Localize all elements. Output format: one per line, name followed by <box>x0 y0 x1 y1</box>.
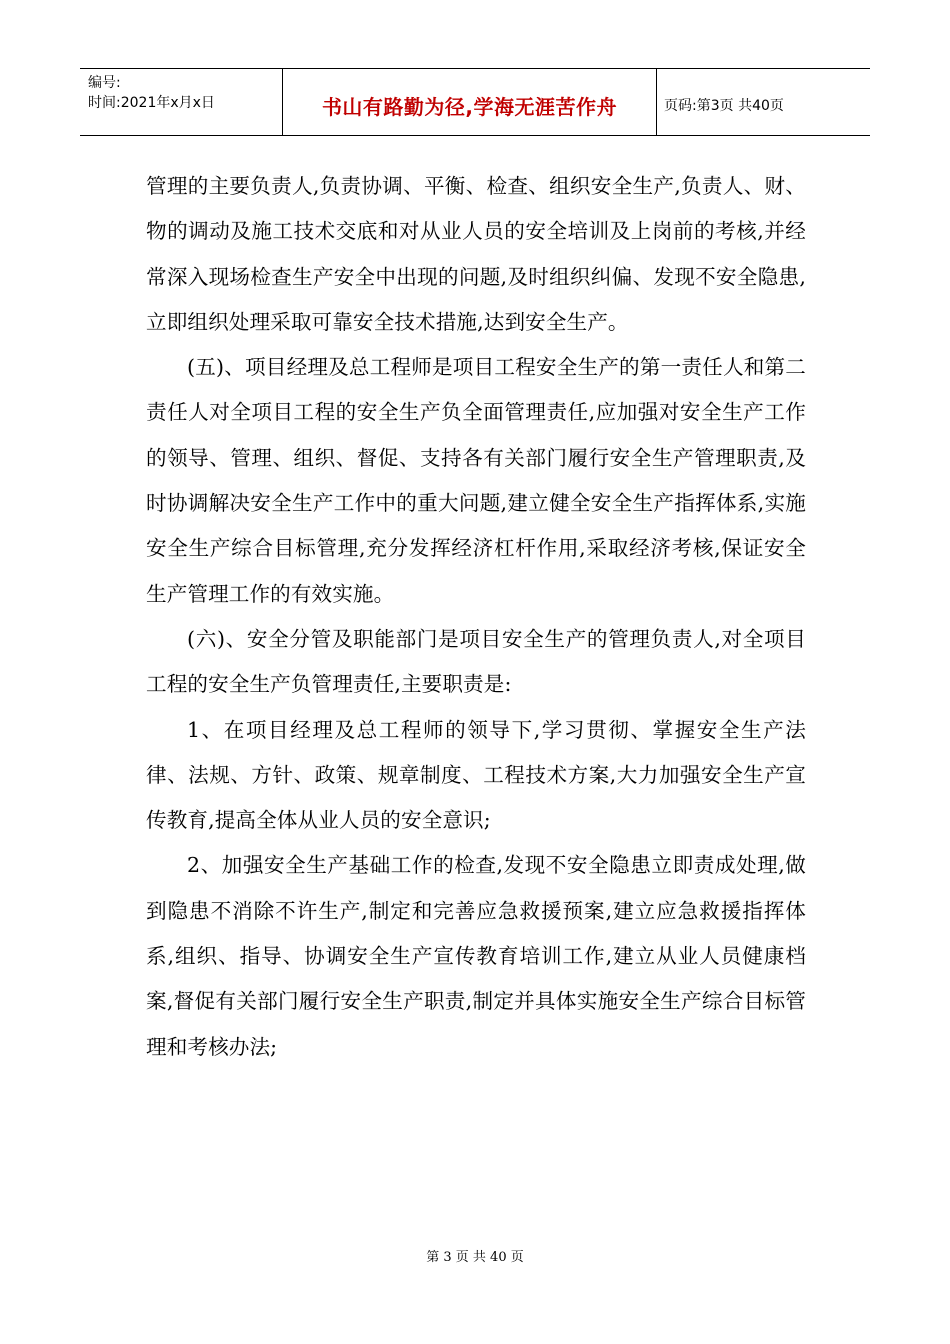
paragraph-item-6: (六)、安全分管及职能部门是项目安全生产的管理负责人,对全项目工程的安全生产负管理责任,主要职责是: <box>146 626 806 697</box>
paragraph-item-5: (五)、项目经理及总工程师是项目工程安全生产的第一责任人和第二责任人对全项目工程的安全生产负全面管理责任,应加强对安全生产工作的领导、管理、组织、督促、支持各有关部门履行安全生产管理职责,及时协调解决安全生产工作中的重大问题,建立健全安全生产指挥体系,实施安全生产综合目标管理,充分发挥经济杠杆作用,采取经济考核,保证安全生产管理工作的有效实施。 <box>146 355 806 606</box>
header-meta <box>80 69 283 135</box>
paragraph-continuation: 管理的主要负责人,负责协调、平衡、检查、组织安全生产,负责人、财、物的调动及施工技术交底和对从业人员的安全培训及上岗前的考核,并经常深入现场检查生产安全中出现的问题,及时组织纠偏、发现不安全隐患,立即组织处理采取可靠安全技术措施,达到安全生产。 <box>146 174 806 334</box>
paragraph-duty-1: 1、在项目经理及总工程师的领导下,学习贯彻、掌握安全生产法律、法规、方针、政策、规章制度、工程技术方案,大力加强安全生产宣传教育,提高全体从业人员的安全意识; <box>146 717 806 833</box>
header-date: 时间:2021年x月x日 <box>88 95 215 111</box>
page-header <box>80 68 870 136</box>
paragraph-duty-2: 2、加强安全生产基础工作的检查,发现不安全隐患立即责成处理,做到隐患不消除不许生产,制定和完善应急救援预案,建立应急救援指挥体系,组织、指导、协调安全生产宣传教育培训工作,建立从业人员健康档案,督促有关部门履行安全生产职责,制定并具体实施安全生产综合目标管理和考核办法; <box>146 853 806 1059</box>
header-code-label: 编号: <box>88 75 121 91</box>
page-footer: 第 3 页 共 40 页 <box>426 1250 524 1265</box>
document-body <box>146 164 806 1070</box>
header-page-info: 页码:第3页 共40页 <box>664 98 784 114</box>
header-motto: 书山有路勤为径,学海无涯苦作舟 <box>283 69 657 135</box>
